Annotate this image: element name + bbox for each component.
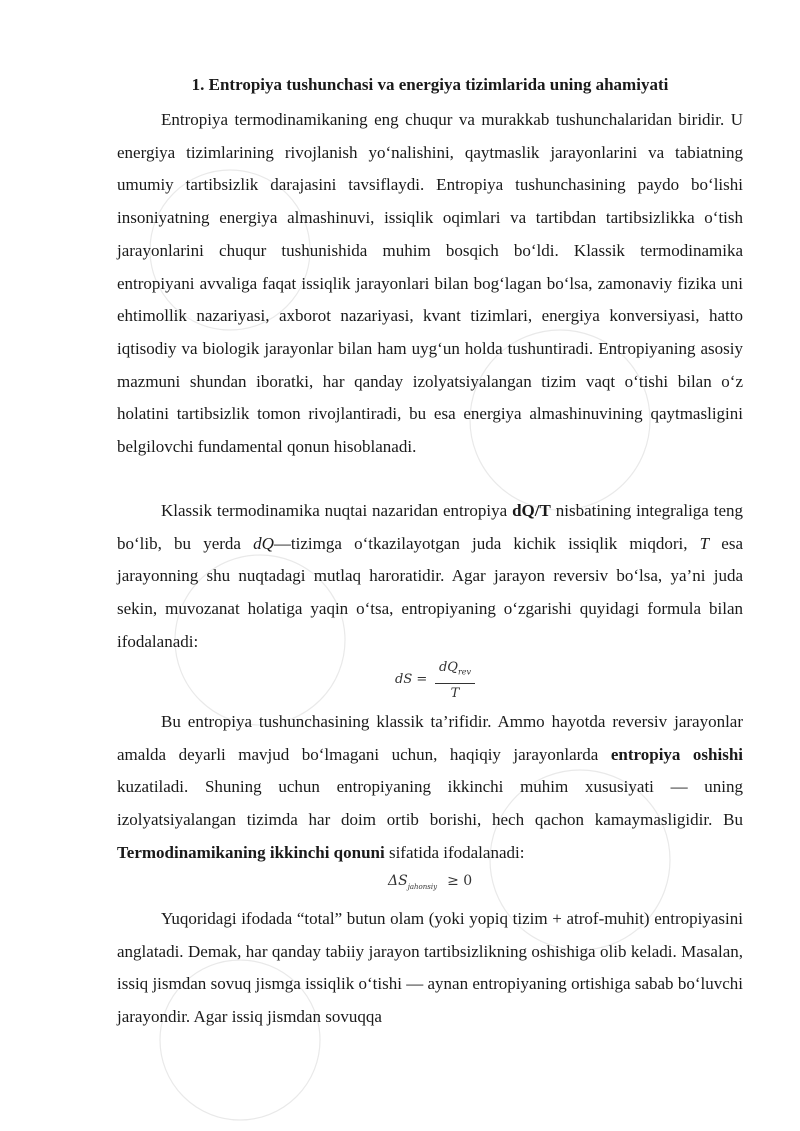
formula-denominator: T [450, 685, 460, 701]
bold-term-second-law: Termodinamikaning ikkinchi qonuni [117, 842, 385, 862]
text-span: nisbatining integraliga teng bo‘lib, bu yerda [117, 501, 744, 553]
italic-term-t: T [699, 533, 710, 553]
entropy-formula [395, 659, 485, 701]
text-span: esa jarayonning shu nuqtadagi mutlaq haroratidir. Agar jarayon reversiv bo‘lsa, ya’ni juda sekin, muvozanat holatiga yaqin o‘tsa, entropiyaning o‘zgarishi quyidagi formula bilan ifodalanadi: [117, 533, 744, 651]
text-span: Klassik termodinamika nuqtai nazaridan entropiya [161, 501, 513, 520]
paragraph-classical-definition [117, 495, 743, 659]
text-span: —tizimga o‘tkazilayotgan juda kichik issiqlik miqdori, [273, 533, 700, 553]
paragraph-second-law [117, 706, 743, 870]
bold-term-dq-t: dQ/T [512, 501, 551, 520]
text-span: Bu entropiya tushunchasining klassik ta’rifidir. Ammo hayotda reversiv jarayonlar amalda deyarli mavjud bo‘lmagani uchun, haqiqiy jarayonlarda [117, 712, 743, 764]
text-span: kuzatiladi. Shuning uchun entropiyaning ikkinchi muhim xususiyati — uning izolyatsiyalangan tizimda har doim ortib borishi, hech qachon kamaymasligidir. Bu [117, 777, 743, 830]
formula-rhs: ≥ 0 [447, 873, 473, 889]
bold-term-entropy-increase: entropiya oshishi [610, 744, 743, 764]
text-span: sifatida ifodalanadi: [384, 842, 525, 862]
numerator-text: dQ [438, 660, 458, 675]
paragraph-intro: Entropiya termodinamikaning eng chuqur va murakkab tushunchalaridan biridir. U energiya tizimlarining rivojlanish yo‘nalishini, qaytmaslik jarayonlarini va tabiatning umumiy tartibsizlik darajasini tavsiflaydi. Entropiya tushunchasining paydo bo‘lishi insoniyatning energiya almashinuvi, issiqlik oqimlari va tartibdan tartibsizlikka o‘tish jarayonlarini chuqur tushunishida muhim bosqich bo‘ldi. Klassik termodinamika entropiyani avvaliga faqat issiqlik jarayonlari bilan bog‘lagan bo‘lsa, zamonaviy fizika uni ehtimollik nazariyasi, axborot nazariyasi, kvant tizimlari, energiya konversiyasi, hatto iqtisodiy va biologik jarayonlar bilan ham uyg‘un holda tushuntiradi. Entropiyaning asosiy mazmuni shundan iboratki, har qanday izolyatsiyalangan tizim vaqt o‘tishi bilan o‘z holatini tartibsizlik tomon rivojlantiradi, bu esa energiya almashinuvining qaytmasligini belgilovchi fundamental qonun hisoblanadi. [117, 110, 743, 457]
fraction-bar [435, 683, 475, 684]
formula-numerator [435, 659, 475, 682]
italic-term-dq: dQ [253, 533, 274, 553]
numerator-subscript: rev [457, 667, 472, 677]
paragraph-total-entropy: Yuqoridagi ifodada “total” butun olam (yoki yopiq tizim + atrof-muhit) entropiyasini anglatadi. Demak, har qanday tabiiy jarayon tartibsizlikning oshishiga olib keladi. Masalan, issiq jismdan sovuq jismga issiqlik o‘tishi — aynan entropiyaning ortishiga sabab bo‘luvchi jarayondir. Agar issiq jismdan sovuqqa [117, 909, 743, 1027]
formula-lhs: dS = [395, 672, 428, 687]
formula-subscript: jahonsiy [407, 882, 438, 891]
section-heading: 1. Entropiya tushunchasi va energiya tizimlarida uning ahamiyati [191, 75, 669, 94]
second-law-formula [388, 873, 488, 899]
formula-fraction [435, 659, 475, 703]
formula-lhs: ΔS [388, 873, 408, 889]
